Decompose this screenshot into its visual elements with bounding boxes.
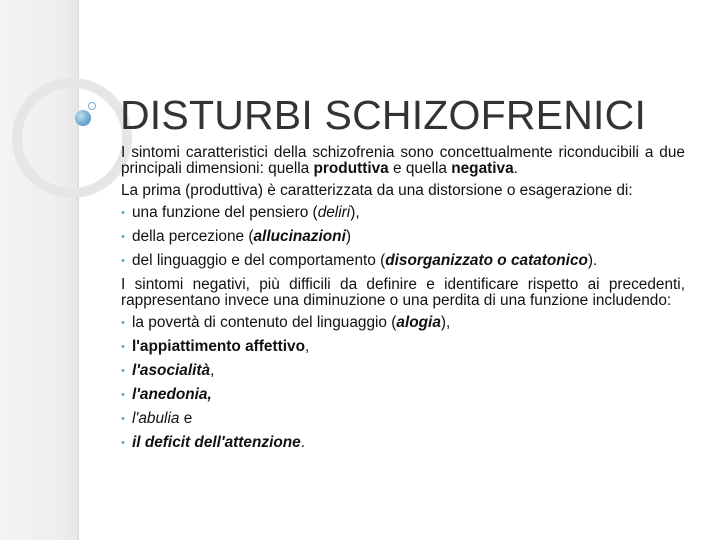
item-emphasis: disorganizzato o catatonico [385,252,588,269]
decorative-dot-icon [75,110,91,126]
item-text-end: e [179,410,193,427]
bullet-icon: • [121,341,125,353]
negative-term: negativa [451,160,514,177]
item-emphasis: l'asocialità [132,362,211,379]
bullet-icon: • [121,389,125,401]
decorative-ring [12,78,132,198]
bullet-icon: • [121,413,125,425]
bullet-icon: • [121,207,125,219]
decorative-small-ring-icon [88,102,96,110]
item-emphasis: l'anedonia, [132,386,212,403]
item-text: del linguaggio e del comportamento ( [132,252,386,269]
bullet-icon: • [121,365,125,377]
bullet-icon: • [121,231,125,243]
item-text-end: ). [587,252,598,269]
item-text-end: ) [345,228,351,245]
list-item [121,253,685,269]
bullet-icon: • [121,255,125,267]
intro-text: I sintomi caratteristici della schizofrenia sono concettualmente riconducibili a due principali dimensioni: quella [121,144,685,177]
item-emphasis: alogia [396,314,441,331]
item-text: la povertà di contenuto del linguaggio ( [132,314,397,331]
list-item [121,435,685,451]
list-item [121,205,685,221]
slide-body [121,145,685,459]
item-emphasis: deliri [317,204,351,221]
item-text-end: , [304,338,310,355]
list-item [121,411,685,427]
intro-text-mid: e quella [388,160,452,177]
productive-paragraph: La prima (produttiva) è caratterizzata da una distorsione o esagerazione di: [121,182,633,199]
intro-paragraph [121,145,685,177]
item-emphasis: il deficit dell'attenzione [132,434,301,451]
item-emphasis: allucinazioni [253,228,346,245]
item-text-end: ), [350,204,360,221]
list-item [121,229,685,245]
item-text-end: , [210,362,215,379]
item-text: della percezione ( [132,228,254,245]
productive-term: produttiva [313,160,389,177]
list-item [121,387,685,403]
slide-title: DISTURBI SCHIZOFRENICI [120,92,647,138]
item-text-end: ), [440,314,451,331]
negative-paragraph: I sintomi negativi, più difficili da definire e identificare rispetto ai precedenti, rappresentano invece una diminuzione o una perdita di una funzione includendo: [121,276,685,309]
list-item [121,339,685,355]
item-text: una funzione del pensiero ( [132,204,318,221]
bullet-icon: • [121,317,125,329]
list-item [121,363,685,379]
list-item [121,315,685,331]
item-text-end: . [300,434,305,451]
bullet-icon: • [121,437,125,449]
item-emphasis: l'appiattimento affettivo [132,338,305,355]
item-emphasis: l'abulia [132,410,180,427]
intro-text-end: . [513,160,518,177]
